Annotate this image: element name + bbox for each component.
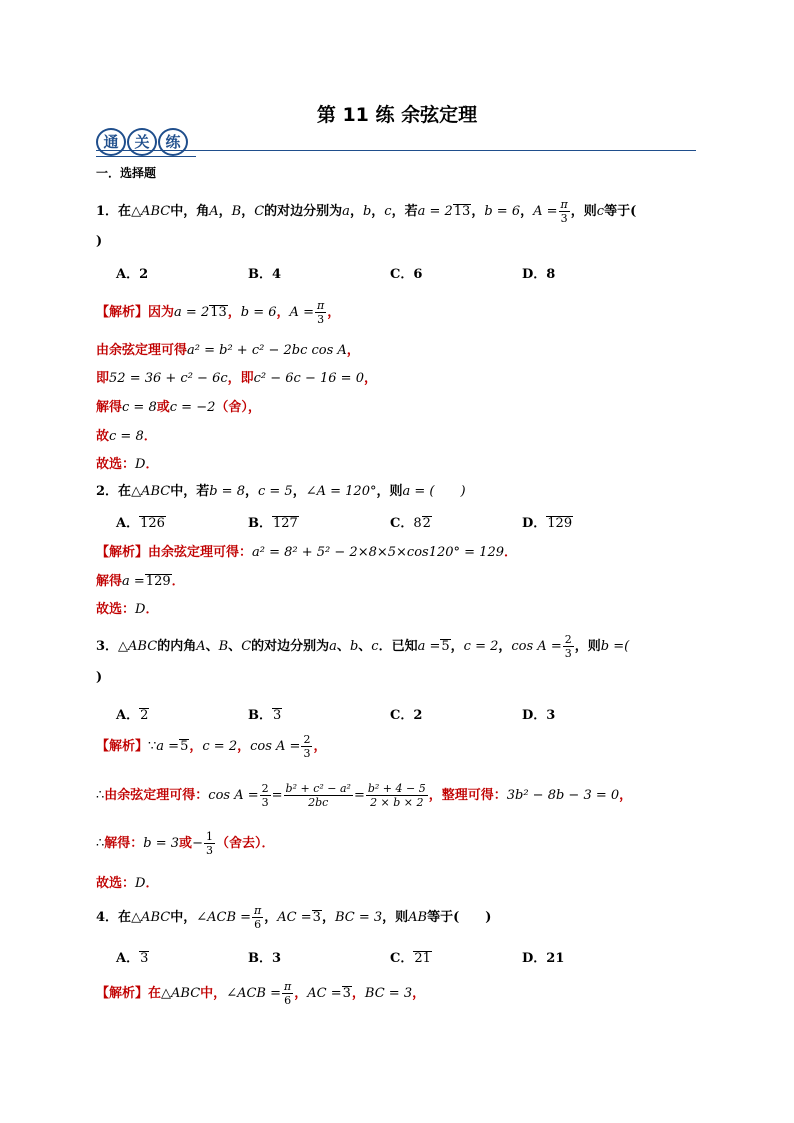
q2-solution-line-2: 解得a =129．: [96, 574, 185, 589]
q3-option-c: C．2: [390, 708, 423, 723]
q3-solution-line-1: 【解析】∵a =5，c = 2，cos A = $\frac{2}{3}$ ，: [96, 733, 327, 760]
question-3-stem: 3．△ABC的内角A、B、C的对边分别为a、b、c．已知a =5，c = 2，cos A = $\frac{2}{3}$ ，则b =(: [96, 633, 630, 660]
badge-char-1: 通: [96, 128, 126, 156]
question-4-stem: 4．在△ABC中，∠ACB = $\frac{\pi}{6}$ ，AC =3，BC = 3，则AB等于( ): [96, 904, 492, 931]
q4-option-c: C．21: [390, 951, 431, 966]
q1-option-b: B．4: [248, 267, 282, 282]
q4-option-b: B．3: [248, 951, 282, 966]
q3-option-d: D．3: [522, 708, 556, 723]
q2-answer: 故选：D．: [96, 602, 159, 617]
q1-solution-line-3: 即52 = 36 + c² − 6c，即c² − 6c − 16 = 0，: [96, 371, 377, 386]
q3-solution-line-3: ∴解得：b = 3或− $\frac{1}{3}$ （舍去）．: [96, 830, 275, 857]
question-1-paren: ): [96, 234, 103, 249]
q2-option-a: A．126: [116, 516, 165, 531]
q3-answer: 故选：D．: [96, 876, 159, 891]
q3-solution-line-2: ∴由余弦定理可得：cos A = $\frac{2}{3}$ = $\frac{\text{b² + c² − a²}}{2bc}$ = $\frac{\text{b² + 4 − 5}}{2 \times b \times 2}$ ，整理可得：3b² − 8b − 3 = 0，: [96, 782, 633, 809]
q1-solution-line-1: 【解析】因为a = 213，b = 6，A = $\frac{\pi}{3}$ ，: [96, 299, 341, 326]
question-3-paren: ): [96, 670, 103, 685]
q3-option-a: A．2: [116, 708, 149, 723]
page-title: 第 11 练 余弦定理: [316, 104, 478, 126]
q4-solution-line-1: 【解析】在△ABC中，∠ACB = $\frac{\pi}{6}$ ，AC =3，BC = 3，: [96, 980, 426, 1007]
q1-option-d: D．8: [522, 267, 556, 282]
q3-option-b: B．3: [248, 708, 282, 723]
q1-solution-line-2: 由余弦定理可得a² = b² + c² − 2bc cos A，: [96, 343, 360, 358]
badge-char-3: 练: [158, 128, 188, 156]
header-rule-short: [96, 156, 196, 157]
badge-char-2: 关: [127, 128, 157, 156]
q1-solution-line-5: 故c = 8．: [96, 429, 157, 444]
q4-option-a: A．3: [116, 951, 149, 966]
q2-option-b: B．127: [248, 516, 298, 531]
question-1-stem: 1．在△ABC中，角A，B，C的对边分别为a，b，c，若a = 213，b = 6，A = $\frac{\pi}{3}$ ，则c等于(: [96, 198, 637, 225]
q1-option-c: C．6: [390, 267, 423, 282]
section-badge: [96, 128, 188, 158]
q2-solution-line-1: 【解析】由余弦定理可得：a² = 8² + 5² − 2×8×5×cos120° = 129．: [96, 545, 517, 560]
question-2-stem: 2．在△ABC中，若b = 8，c = 5，∠A = 120°，则a = ( ): [96, 484, 466, 499]
q1-solution-line-4: 解得c = 8或c = −2（舍），: [96, 400, 261, 415]
q2-option-c: C．82: [390, 516, 431, 531]
section-heading: 一．选择题: [96, 166, 157, 180]
header-rule: [96, 150, 696, 151]
q2-option-d: D．129: [522, 516, 573, 531]
q1-option-a: A．2: [116, 267, 149, 282]
q4-option-d: D．21: [522, 951, 565, 966]
q1-answer: 故选：D．: [96, 457, 159, 472]
